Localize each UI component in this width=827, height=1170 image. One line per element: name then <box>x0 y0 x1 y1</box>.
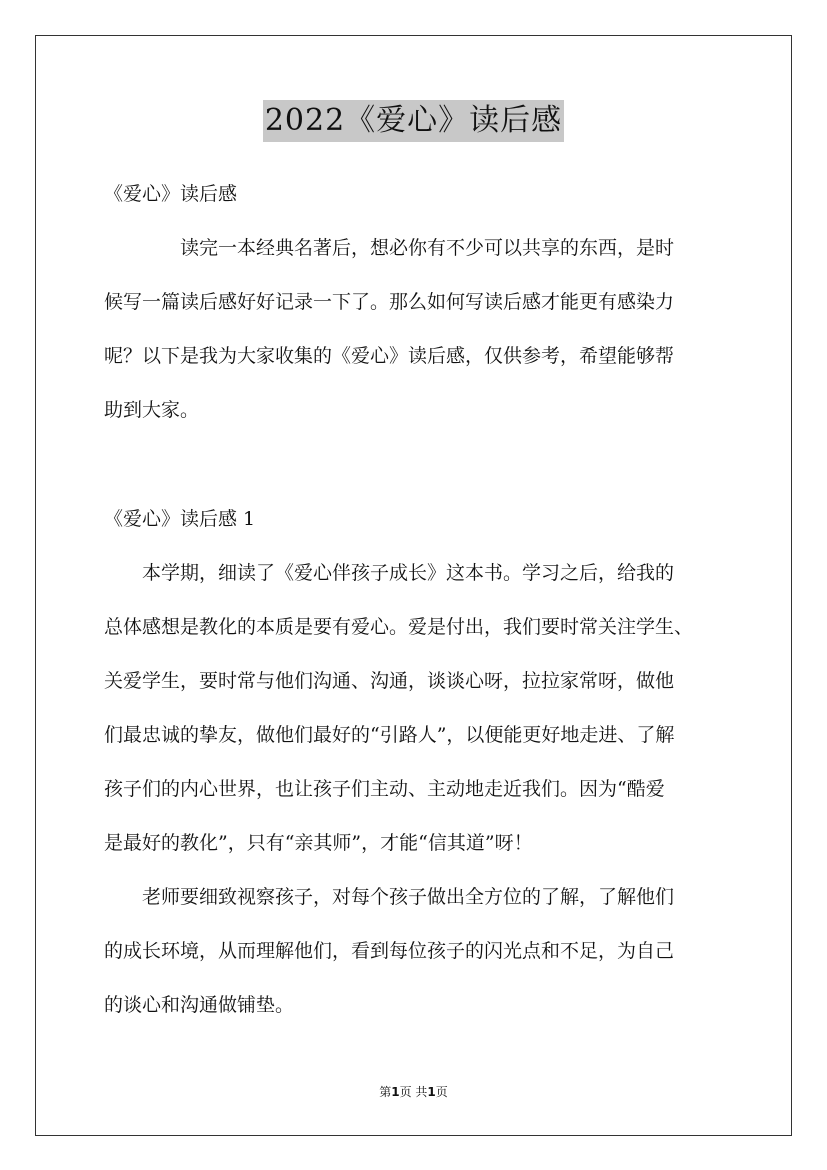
paragraph-line: 孩子们的内心世界，也让孩子们主动、主动地走近我们。因为“酷爱 <box>104 778 665 800</box>
section-heading: 《爱心》读后感 1 <box>104 508 256 530</box>
paragraph-line: 关爱学生，要时常与他们沟通、沟通，谈谈心呀，拉拉家常呀，做他 <box>104 670 675 692</box>
footer-suffix: 页 <box>435 1085 448 1099</box>
paragraph-line: 老师要细致视察孩子，对每个孩子做出全方位的了解，了解他们 <box>142 886 675 908</box>
intro-line: 呢？以下是我为大家收集的《爱心》读后感，仅供参考，希望能够帮 <box>104 345 675 367</box>
title-wrap <box>0 100 827 142</box>
intro-line: 读完一本经典名著后，想必你有不少可以共享的东西，是时 <box>180 237 675 259</box>
document-title: 2022《爱心》读后感 <box>263 100 564 142</box>
subtitle: 《爱心》读后感 <box>104 183 238 205</box>
paragraph-line: 总体感想是教化的本质是要有爱心。爱是付出，我们要时常关注学生、 <box>104 616 694 638</box>
paragraph-line: 本学期，细读了《爱心伴孩子成长》这本书。学习之后，给我的 <box>142 562 675 584</box>
footer-prefix: 第 <box>379 1085 392 1099</box>
footer-page-total: 1 <box>427 1085 436 1099</box>
paragraph-line: 是最好的教化”，只有“亲其师”，才能“信其道”呀！ <box>104 832 533 854</box>
intro-line: 助到大家。 <box>104 399 200 421</box>
intro-line: 候写一篇读后感好好记录一下了。那么如何写读后感才能更有感染力 <box>104 291 675 313</box>
paragraph-line: 们最忠诚的挚友，做他们最好的“引路人”，以便能更好地走进、了解 <box>104 724 675 746</box>
footer-page-number: 1 <box>391 1085 400 1099</box>
paragraph-line: 的成长环境，从而理解他们，看到每位孩子的闪光点和不足，为自己 <box>104 940 675 962</box>
page-footer <box>0 1083 827 1100</box>
paragraph-line: 的谈心和沟通做铺垫。 <box>104 994 295 1016</box>
footer-mid: 页 共 <box>399 1085 428 1099</box>
